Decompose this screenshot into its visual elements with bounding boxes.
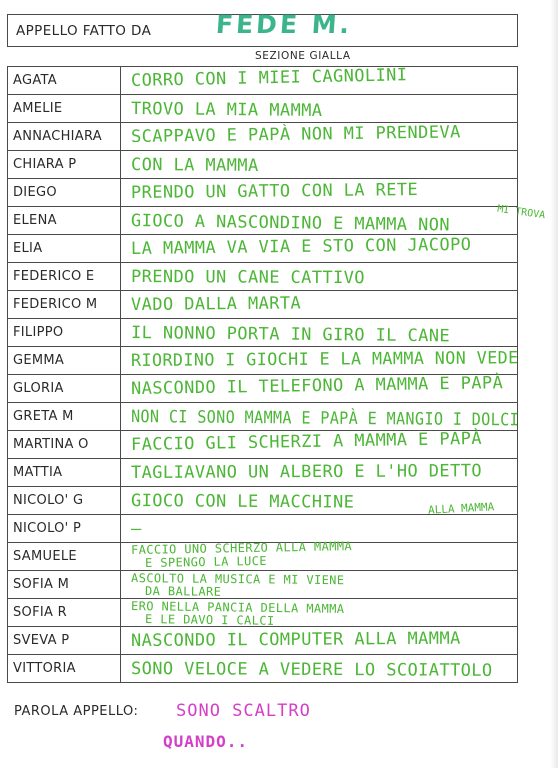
handwritten-answer-cell: [121, 428, 518, 459]
student-name: GRETA M: [8, 403, 121, 431]
handwritten-answer-cell: [121, 207, 518, 235]
handwritten-answer-cell: [121, 263, 518, 291]
student-name: SOFIA R: [8, 599, 121, 627]
paper-edge: [550, 0, 558, 768]
handwritten-answer-line2: DA BALLARE: [144, 584, 222, 599]
handwritten-answer: CORRO CON I MIEI CAGNOLINI: [130, 65, 408, 91]
handwritten-answer: NASCONDO IL COMPUTER ALLA MAMMA: [130, 628, 461, 651]
handwritten-answer: PRENDO UN GATTO CON LA RETE: [130, 179, 419, 203]
handwritten-answer-cell: [121, 599, 518, 627]
table-row: [8, 459, 518, 487]
handwritten-answer-cell: [121, 539, 518, 571]
handwritten-answer: FACCIO GLI SCHERZI A MAMMA E PAPÀ: [130, 428, 483, 455]
handwritten-answer-cell: [121, 459, 518, 487]
handwritten-answer-cell: [121, 151, 518, 179]
handwritten-answer: TROVO LA MIA MAMMA: [130, 99, 323, 122]
footer-label: PAROLA APPELLO:: [14, 704, 139, 719]
table-row: [8, 375, 518, 403]
handwritten-answer: SCAPPAVO E PAPÀ NON MI PRENDEVA: [130, 122, 461, 147]
handwritten-answer-line2: E SPENGO LA LUCE: [144, 553, 268, 570]
handwritten-answer: GIOCO A NASCONDINO E MAMMA NON: [130, 211, 451, 236]
student-name: AMELIE: [8, 95, 121, 123]
handwritten-answer: VADO DALLA MARTA: [130, 293, 302, 315]
table-row: [8, 179, 518, 207]
keyword-line-2: QUANDO..: [163, 732, 249, 751]
handwritten-answer-cell: [121, 627, 518, 655]
handwritten-answer: NON CI SONO MAMMA E PAPÀ E MANGIO I DOLCI: [130, 407, 520, 431]
student-name: FEDERICO M: [8, 291, 121, 319]
handwritten-answer: GIOCO CON LE MACCHINE: [130, 491, 355, 513]
student-name: SAMUELE: [8, 543, 121, 571]
handwritten-answer-line2: E LE DAVO I CALCI: [144, 612, 275, 628]
student-name: SOFIA M: [8, 571, 121, 599]
student-name: MATTIA: [8, 459, 121, 487]
student-name: ANNACHIARA: [8, 123, 121, 151]
handwritten-answer-cell: [121, 515, 518, 543]
student-name: GEMMA: [8, 347, 121, 375]
table-row: [8, 291, 518, 319]
handwritten-answer: SONO VELOCE A VEDERE LO SCOIATTOLO: [130, 659, 493, 681]
table-row: [8, 235, 518, 263]
table-row: [8, 403, 518, 431]
student-name: ELIA: [8, 235, 121, 263]
handwritten-answer-cell: [121, 179, 518, 207]
student-name: SVEVA P: [8, 627, 121, 655]
handwritten-answer-cell: [121, 347, 518, 375]
table-row: [8, 151, 518, 179]
table-row: [8, 95, 518, 123]
student-name: CHIARA P: [8, 151, 121, 179]
student-name: MARTINA O: [8, 431, 121, 459]
student-name: AGATA: [8, 67, 121, 95]
handwritten-answer: RIORDINO I GIOCHI E LA MAMMA NON VEDE: [130, 348, 519, 371]
student-name: FEDERICO E: [8, 263, 121, 291]
handwritten-answer: LA MAMMA VA VIA E STO CON JACOPO: [130, 234, 472, 259]
table-row: [8, 515, 518, 543]
student-name: NICOLO' P: [8, 515, 121, 543]
handwritten-answer: TAGLIAVANO UN ALBERO E L'HO DETTO: [130, 461, 483, 483]
table-row: [8, 207, 518, 235]
student-name: NICOLO' G: [8, 487, 121, 515]
table-row: [8, 571, 518, 599]
table-row: [8, 123, 518, 151]
student-name: GLORIA: [8, 375, 121, 403]
table-row: [8, 543, 518, 571]
student-name: FILIPPO: [8, 319, 121, 347]
student-name: ELENA: [8, 207, 121, 235]
section-name: SEZIONE GIALLA: [255, 50, 351, 62]
elena-note: MI TROVA: [496, 203, 546, 222]
table-row: [8, 319, 518, 347]
handwritten-answer-cell: [121, 235, 518, 263]
handwritten-answer: FACCIO UNO SCHERZO ALLA MAMMA: [130, 539, 353, 557]
table-row: [8, 599, 518, 627]
table-row: [8, 67, 518, 95]
student-name: VITTORIA: [8, 655, 121, 683]
handwritten-answer: ASCOLTO LA MUSICA E MI VIENE: [130, 571, 345, 588]
handwritten-answer-cell: [121, 95, 518, 123]
table-row: [8, 431, 518, 459]
table-row: [8, 655, 518, 683]
handwritten-answer-cell: [121, 403, 518, 431]
handwritten-answer-cell: [121, 375, 518, 403]
handwritten-answer-cell: [121, 319, 518, 347]
keyword-line-1: SONO SCALTRO: [176, 701, 311, 721]
roll-table: [7, 66, 518, 683]
handwritten-answer: IL NONNO PORTA IN GIRO IL CANE: [130, 323, 451, 347]
handwritten-answer-cell: [121, 655, 518, 683]
mattia-note: ALLA MAMMA: [427, 500, 495, 517]
handwritten-answer: ERO NELLA PANCIA DELLA MAMMA: [130, 599, 345, 616]
author-name: FEDE M.: [214, 10, 354, 39]
table-row: [8, 627, 518, 655]
handwritten-answer-cell: [121, 571, 518, 599]
table-row: [8, 263, 518, 291]
handwritten-answer-cell: [121, 67, 518, 95]
table-row: [8, 347, 518, 375]
handwritten-answer: CON LA MAMMA: [130, 155, 259, 176]
handwritten-answer: PRENDO UN CANE CATTIVO: [130, 267, 366, 289]
header-label: APPELLO FATTO DA: [16, 23, 152, 39]
handwritten-answer-cell: [121, 123, 518, 151]
handwritten-answer: NASCONDO IL TELEFONO A MAMMA E PAPÀ: [130, 373, 504, 399]
handwritten-answer: —: [131, 519, 142, 539]
handwritten-answer-cell: [121, 291, 518, 319]
student-name: DIEGO: [8, 179, 121, 207]
